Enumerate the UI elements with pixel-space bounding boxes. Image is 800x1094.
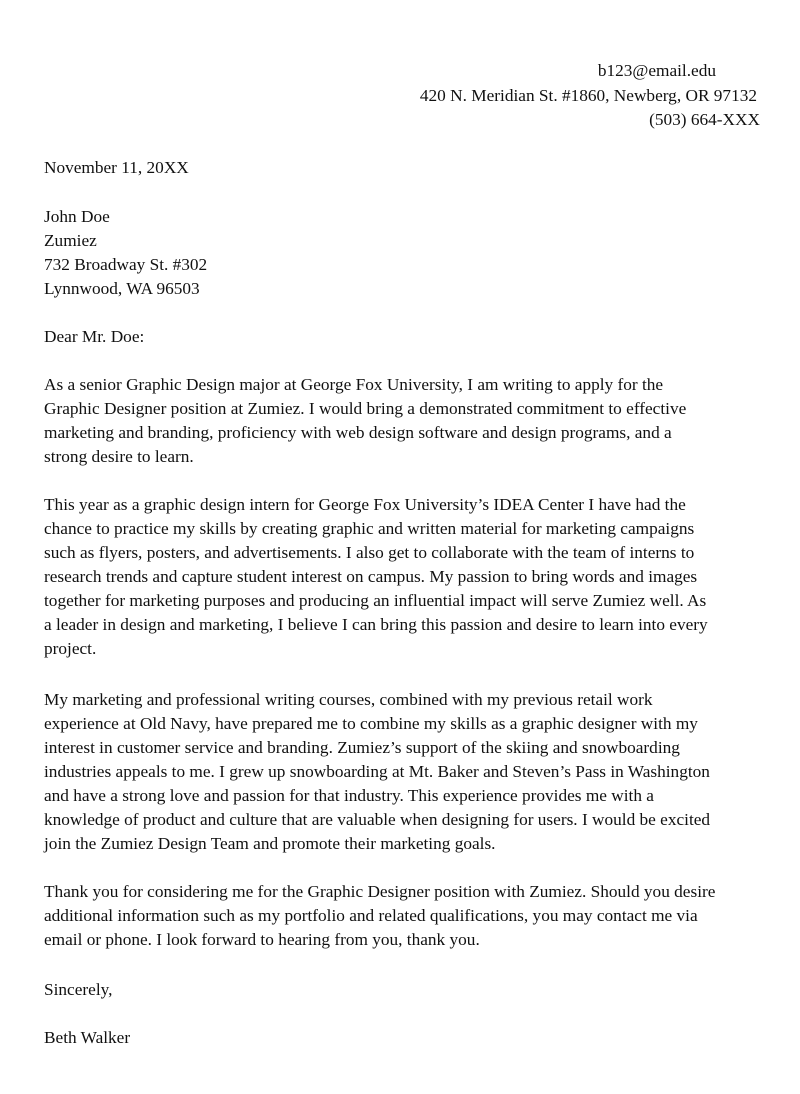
paragraph-line: As a senior Graphic Design major at George Fox University, I am writing to apply for the [44,375,664,394]
recipient-company: Zumiez [44,231,97,250]
body-paragraph-4 [44,880,774,952]
paragraph-line: together for marketing purposes and producing an influential impact will serve Zumiez well. As [44,591,707,610]
body-paragraph-3 [44,688,774,856]
sender-address: 420 N. Meridian St. #1860, Newberg, OR 97132 [419,86,757,105]
paragraph-line: research trends and capture student interest on campus. My passion to bring words and images [44,567,698,586]
paragraph-line: Graphic Designer position at Zumiez. I would bring a demonstrated commitment to effective [44,399,687,418]
paragraph-line: project. [44,639,97,658]
paragraph-line: such as flyers, posters, and advertisements. I also get to collaborate with the team of interns to [44,543,695,562]
paragraph-line: knowledge of product and culture that are valuable when designing for users. I would be excited [44,810,711,829]
paragraph-line: additional information such as my portfolio and related qualifications, you may contact me via [44,906,698,925]
paragraph-line: email or phone. I look forward to hearing from you, thank you. [44,930,480,949]
recipient-address-block [44,205,207,301]
body-paragraph-2 [44,493,774,661]
paragraph-line: My marketing and professional writing courses, combined with my previous retail work [44,690,653,709]
paragraph-line: This year as a graphic design intern for George Fox University’s IDEA Center I have had the [44,495,686,514]
recipient-city-state-zip: Lynnwood, WA 96503 [44,279,200,298]
sender-email: b123@email.edu [597,61,716,80]
paragraph-line: interest in customer service and branding. Zumiez’s support of the skiing and snowboarding [44,738,680,757]
salutation: Dear Mr. Doe: [44,327,145,346]
paragraph-line: and have a strong love and passion for that industry. This experience provides me with a [44,786,654,805]
paragraph-line: chance to practice my skills by creating graphic and written material for marketing campaigns [44,519,695,538]
body-paragraph-1 [44,373,774,469]
paragraph-line: Thank you for considering me for the Graphic Designer position with Zumiez. Should you desire [44,882,716,901]
paragraph-line: experience at Old Navy, have prepared me to combine my skills as a graphic designer with my [44,714,698,733]
letter-date: November 11, 20XX [44,158,189,177]
signature-name: Beth Walker [44,1028,131,1047]
recipient-name: John Doe [44,207,110,226]
paragraph-line: join the Zumiez Design Team and promote their marketing goals. [44,834,496,853]
closing: Sincerely, [44,980,113,999]
paragraph-line: marketing and branding, proficiency with web design software and design programs, and a [44,423,672,442]
recipient-street: 732 Broadway St. #302 [44,255,208,274]
paragraph-line: a leader in design and marketing, I believe I can bring this passion and desire to learn into every [44,615,708,634]
sender-phone: (503) 664-XXX [649,110,760,129]
paragraph-line: strong desire to learn. [44,447,194,466]
paragraph-line: industries appeals to me. I grew up snowboarding at Mt. Baker and Steven’s Pass in Washington [44,762,710,781]
